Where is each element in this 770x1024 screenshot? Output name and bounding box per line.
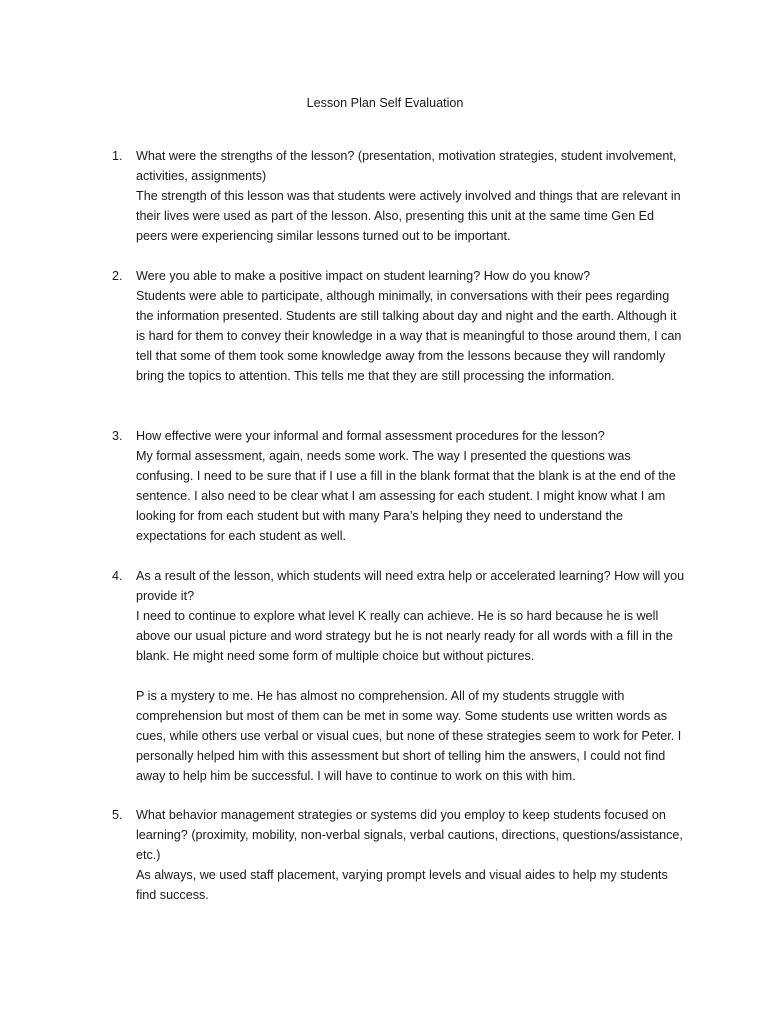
- question-number: 5.: [112, 808, 123, 822]
- question-number: 2.: [112, 269, 123, 283]
- question-3: [112, 426, 687, 546]
- answer-text: Students were able to participate, although minimally, in conversations with their pees regarding the information presented. Students are still talking about day and night and the earth. Although it is hard for them to convey their knowledge in a way that is meaningful to those around them, I can tell that some of them took some knowledge away from the lessons because they will randomly bring the topics to attention. This tells me that they are still processing the information.: [136, 289, 682, 383]
- answer-text: The strength of this lesson was that students were actively involved and things that are relevant in their lives were used as part of the lesson. Also, presenting this unit at the same time Gen Ed peers were experiencing similar lessons turned out to be important.: [136, 189, 681, 243]
- question-number: 4.: [112, 569, 123, 583]
- answer-text: P is a mystery to me. He has almost no comprehension. All of my students struggle with comprehension but most of them can be met in some way. Some students use written words as cues, while others use verbal or visual cues, but none of these strategies seem to work for Peter. I personally helped him with this assessment but short of telling him the answers, I could not find away to help him be successful. I will have to continue to work on this with him.: [136, 689, 682, 783]
- question-text: What were the strengths of the lesson? (presentation, motivation strategies, student involvement, activities, assignments): [136, 149, 677, 183]
- question-4: [112, 566, 687, 786]
- question-text: How effective were your informal and formal assessment procedures for the lesson?: [136, 429, 605, 443]
- question-number: 1.: [112, 149, 123, 163]
- question-text: As a result of the lesson, which students will need extra help or accelerated learning? How will you provide it?: [136, 569, 685, 603]
- answer-text: As always, we used staff placement, varying prompt levels and visual aides to help my students find success.: [136, 868, 668, 902]
- document-title: Lesson Plan Self Evaluation: [306, 96, 464, 110]
- question-text: What behavior management strategies or systems did you employ to keep students focused on learning? (proximity, mobility, non-verbal signals, verbal cautions, directions, questions/assistance, etc.): [136, 808, 683, 862]
- question-2: [112, 266, 687, 386]
- answer-text: My formal assessment, again, needs some work. The way I presented the questions was confusing. I need to be sure that if I use a fill in the blank format that the blank is at the end of the sentence. I also need to be clear what I am assessing for each student. I might know what I am looking for from each student but with many Para’s helping they need to understand the expectations for each student as well.: [136, 449, 676, 543]
- question-number: 3.: [112, 429, 123, 443]
- question-text: Were you able to make a positive impact on student learning? How do you know?: [136, 269, 591, 283]
- question-1: [112, 146, 687, 246]
- question-5: [112, 805, 687, 905]
- answer-text: I need to continue to explore what level K really can achieve. He is so hard because he is well above our usual picture and word strategy but he is not nearly ready for all words with a fill in the blank. He might need some form of multiple choice but without pictures.: [136, 609, 673, 663]
